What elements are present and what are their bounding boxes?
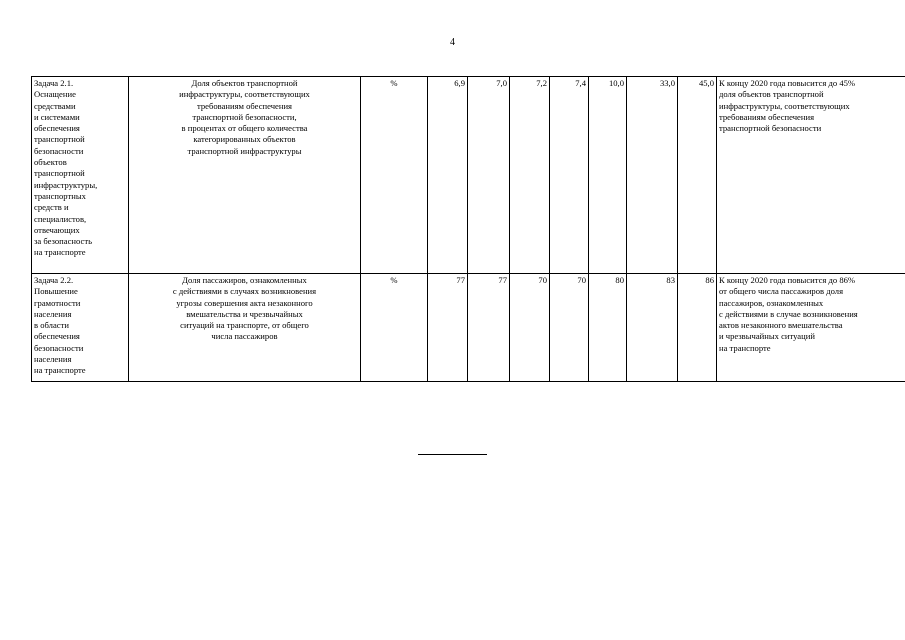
- indicator-cell: [129, 274, 361, 382]
- result-cell: [717, 274, 905, 382]
- result-text: К концу 2020 года повысится до 45% доля объектов транспортной инфраструктуры, соответствующих требованиям обеспечения транспортной безопасности: [719, 78, 856, 134]
- value-cell: 77: [428, 274, 468, 382]
- indicator-text: Доля пассажиров, ознакомленных с действиями в случаях возникновения угрозы совершения акта незаконного вмешательства и чрезвычайных ситуаций на транспорте, от общего числа пассажиров: [172, 275, 317, 342]
- end-divider: [418, 454, 487, 455]
- value-cell: 80: [589, 274, 627, 382]
- task-text: Задача 2.2. Повышение грамотности населения в области обеспечения безопасности населения на транспорте: [34, 275, 86, 376]
- result-cell: [717, 77, 905, 274]
- value-cell: 33,0: [627, 77, 678, 274]
- task-text: Задача 2.1. Оснащение средствами и системами обеспечения транспортной безопасности объектов транспортной инфраструктуры, транспортных средств и специалистов, отвечающих за безопасность на транспорте: [34, 78, 98, 258]
- value-cell: 10,0: [589, 77, 627, 274]
- task-cell: [32, 274, 129, 382]
- value-cell: 83: [627, 274, 678, 382]
- value-cell: 70: [510, 274, 550, 382]
- value-cell: 86: [678, 274, 717, 382]
- value-cell: 7,0: [468, 77, 510, 274]
- targets-table: [31, 76, 905, 382]
- indicator-text: Доля объектов транспортной инфраструктуры, соответствующих требованиям обеспечения транспортной безопасности, в процентах от общего количества категорированных объектов транспортной инфраструктуры: [179, 78, 310, 156]
- table-row: [32, 77, 905, 274]
- unit-cell: %: [361, 77, 428, 274]
- indicator-cell: [129, 77, 361, 274]
- value-cell: 6,9: [428, 77, 468, 274]
- result-text: К концу 2020 года повысится до 86% от общего числа пассажиров доля пассажиров, ознакомленных с действиями в случае возникновения актов незаконного вмешательства и чрезвычайных ситуаций на транспорте: [719, 275, 858, 353]
- value-cell: 45,0: [678, 77, 717, 274]
- table-row: [32, 274, 905, 382]
- value-cell: 7,2: [510, 77, 550, 274]
- task-cell: [32, 77, 129, 274]
- page-number: 4: [450, 37, 455, 48]
- value-cell: 7,4: [550, 77, 589, 274]
- value-cell: 77: [468, 274, 510, 382]
- value-cell: 70: [550, 274, 589, 382]
- unit-cell: %: [361, 274, 428, 382]
